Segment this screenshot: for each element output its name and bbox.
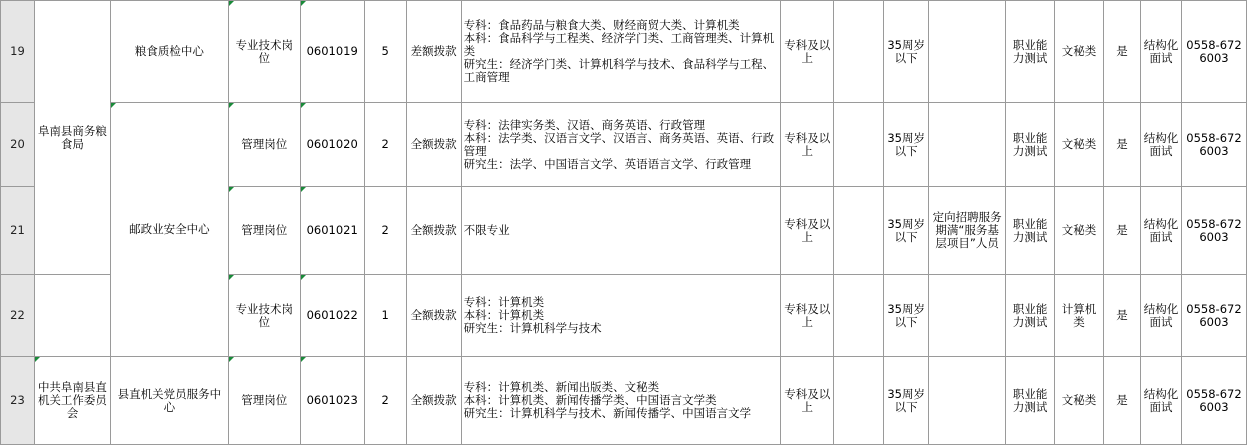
- table-row: [1, 1, 1247, 103]
- major-cell[interactable]: [461, 275, 781, 357]
- major-cell[interactable]: [461, 357, 781, 445]
- education-cell[interactable]: 专科及以上: [781, 1, 834, 103]
- age-cell[interactable]: 35周岁以下: [884, 103, 929, 187]
- interview-cell[interactable]: 结构化面试: [1140, 103, 1181, 187]
- phone-cell[interactable]: 0558-6726003: [1181, 187, 1246, 275]
- major-line: 本科：计算机类: [463, 308, 545, 322]
- post-code-cell[interactable]: 0601023: [300, 357, 364, 445]
- phone-cell[interactable]: 0558-6726003: [1181, 357, 1246, 445]
- row-number[interactable]: 23: [1, 357, 35, 445]
- ratio-cell[interactable]: 是: [1104, 275, 1141, 357]
- count-cell[interactable]: 1: [364, 275, 406, 357]
- age-cell[interactable]: 35周岁以下: [884, 357, 929, 445]
- count-cell[interactable]: 5: [364, 1, 406, 103]
- major-line: 不限专业: [463, 223, 510, 237]
- degree-cell[interactable]: [834, 275, 884, 357]
- major-line: 本科：计算机类、新闻传播学类、中国语言文学类: [463, 393, 717, 407]
- other-cell[interactable]: [929, 103, 1006, 187]
- age-cell[interactable]: 35周岁以下: [884, 275, 929, 357]
- unit-cell[interactable]: 邮政业安全中心: [110, 103, 228, 357]
- category-cell[interactable]: 文秘类: [1055, 103, 1104, 187]
- other-cell[interactable]: [929, 1, 1006, 103]
- major-line: 研究生：法学、中国语言文学、英语语言文学、行政管理: [463, 156, 752, 171]
- major-cell[interactable]: [461, 103, 781, 187]
- ratio-cell[interactable]: 是: [1104, 103, 1141, 187]
- major-line: 专科：法律实务类、汉语、商务英语、行政管理: [463, 117, 706, 132]
- phone-cell[interactable]: 0558-6726003: [1181, 103, 1246, 187]
- post-code-cell[interactable]: 0601021: [300, 187, 364, 275]
- post-type-cell[interactable]: 管理岗位: [228, 187, 300, 275]
- major-line: 专科：计算机类、新闻出版类、文秘类: [463, 380, 660, 394]
- ratio-cell[interactable]: 是: [1104, 357, 1141, 445]
- department-cell[interactable]: 中共阜南县直机关工作委员会: [34, 357, 110, 445]
- major-line: 专科：计算机类: [463, 295, 545, 309]
- degree-cell[interactable]: [834, 187, 884, 275]
- funding-cell[interactable]: 全额拨款: [406, 275, 461, 357]
- category-cell[interactable]: 文秘类: [1055, 1, 1104, 103]
- funding-cell[interactable]: 差额拨款: [406, 1, 461, 103]
- department-cell[interactable]: [34, 275, 110, 357]
- other-cell[interactable]: [929, 357, 1006, 445]
- post-type-cell[interactable]: 管理岗位: [228, 357, 300, 445]
- count-cell[interactable]: 2: [364, 357, 406, 445]
- interview-cell[interactable]: 结构化面试: [1140, 1, 1181, 103]
- education-cell[interactable]: 专科及以上: [781, 187, 834, 275]
- post-type-cell[interactable]: 管理岗位: [228, 103, 300, 187]
- other-cell[interactable]: [929, 275, 1006, 357]
- age-cell[interactable]: 35周岁以下: [884, 187, 929, 275]
- table-row: [1, 103, 1247, 187]
- interview-cell[interactable]: 结构化面试: [1140, 187, 1181, 275]
- category-cell[interactable]: 文秘类: [1055, 357, 1104, 445]
- ratio-cell[interactable]: 是: [1104, 187, 1141, 275]
- major-line: 本科：法学类、汉语言文学、汉语言、商务英语、英语、行政管理: [463, 130, 775, 158]
- funding-cell[interactable]: 全额拨款: [406, 103, 461, 187]
- major-line: 本科：食品科学与工程类、经济学门类、工商管理类、计算机类: [463, 31, 775, 58]
- major-line: 研究生：经济学门类、计算机科学与技术、食品科学与工程、工商管理: [463, 57, 775, 84]
- category-cell[interactable]: 计算机类: [1055, 275, 1104, 357]
- row-number[interactable]: 21: [1, 187, 35, 275]
- test-cell[interactable]: 职业能力测试: [1006, 1, 1055, 103]
- row-number[interactable]: 22: [1, 275, 35, 357]
- age-cell[interactable]: 35周岁以下: [884, 1, 929, 103]
- phone-cell[interactable]: 0558-6726003: [1181, 275, 1246, 357]
- degree-cell[interactable]: [834, 103, 884, 187]
- department-cell[interactable]: 阜南县商务粮食局: [34, 1, 110, 275]
- row-number[interactable]: 20: [1, 103, 35, 187]
- education-cell[interactable]: 专科及以上: [781, 103, 834, 187]
- degree-cell[interactable]: [834, 357, 884, 445]
- test-cell[interactable]: 职业能力测试: [1006, 357, 1055, 445]
- interview-cell[interactable]: 结构化面试: [1140, 357, 1181, 445]
- funding-cell[interactable]: 全额拨款: [406, 357, 461, 445]
- phone-cell[interactable]: 0558-6726003: [1181, 1, 1246, 103]
- post-code-cell[interactable]: 0601019: [300, 1, 364, 103]
- degree-cell[interactable]: [834, 1, 884, 103]
- education-cell[interactable]: 专科及以上: [781, 357, 834, 445]
- post-code-cell[interactable]: 0601020: [300, 103, 364, 187]
- post-type-cell[interactable]: 专业技术岗位: [228, 275, 300, 357]
- table-row: [1, 357, 1247, 445]
- unit-cell[interactable]: 粮食质检中心: [110, 1, 228, 103]
- funding-cell[interactable]: 全额拨款: [406, 187, 461, 275]
- major-line: 研究生：计算机科学与技术、新闻传播学、中国语言文学: [463, 406, 752, 420]
- count-cell[interactable]: 2: [364, 187, 406, 275]
- row-number[interactable]: 19: [1, 1, 35, 103]
- unit-cell[interactable]: 县直机关党员服务中心: [110, 357, 228, 445]
- education-cell[interactable]: 专科及以上: [781, 275, 834, 357]
- category-cell[interactable]: 文秘类: [1055, 187, 1104, 275]
- major-line: 专科：食品药品与粮食大类、财经商贸大类、计算机类: [463, 18, 740, 32]
- count-cell[interactable]: 2: [364, 103, 406, 187]
- post-code-cell[interactable]: 0601022: [300, 275, 364, 357]
- ratio-cell[interactable]: 是: [1104, 1, 1141, 103]
- major-line: 研究生：计算机科学与技术: [463, 321, 602, 335]
- test-cell[interactable]: 职业能力测试: [1006, 187, 1055, 275]
- test-cell[interactable]: 职业能力测试: [1006, 103, 1055, 187]
- interview-cell[interactable]: 结构化面试: [1140, 275, 1181, 357]
- major-cell[interactable]: [461, 1, 781, 103]
- post-type-cell[interactable]: 专业技术岗位: [228, 1, 300, 103]
- other-cell[interactable]: 定向招聘服务期满“服务基层项目”人员: [929, 187, 1006, 275]
- test-cell[interactable]: 职业能力测试: [1006, 275, 1055, 357]
- major-cell[interactable]: [461, 187, 781, 275]
